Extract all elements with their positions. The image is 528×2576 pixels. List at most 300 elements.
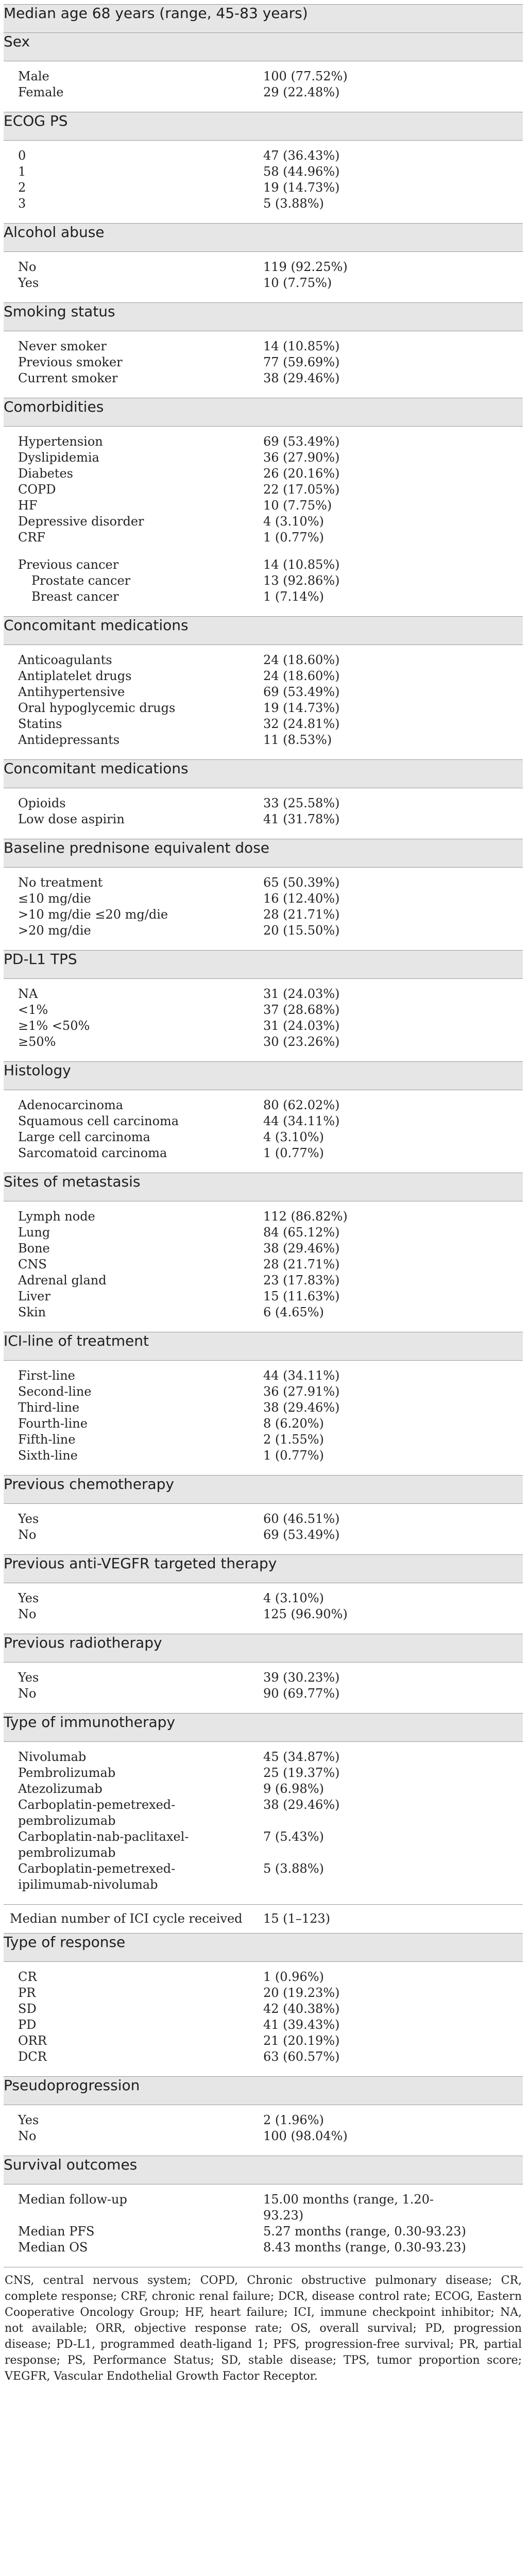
row-value: 13 (92.86%) — [263, 573, 340, 588]
row-label: ≥50% — [18, 1035, 56, 1049]
table-row — [4, 180, 523, 196]
row-value: 1 (7.14%) — [263, 589, 324, 604]
row-spacer — [4, 1504, 523, 1512]
row-value: 38 (29.46%) — [263, 1400, 340, 1415]
row-label: Third-line — [18, 1400, 80, 1415]
row-label: Yes — [18, 276, 39, 290]
row-spacer — [4, 827, 523, 839]
row-spacer — [4, 1543, 523, 1555]
row-label: Sixth-line — [18, 1448, 78, 1463]
row-label: No — [18, 260, 37, 274]
section-title: ECOG PS — [4, 112, 523, 141]
section-header-row — [4, 1062, 523, 1090]
row-label: CNS — [18, 1257, 47, 1272]
table-row — [4, 652, 523, 668]
row-spacer — [4, 1742, 523, 1750]
spacer-cell — [4, 1320, 523, 1332]
table-row — [4, 498, 523, 514]
row-spacer — [4, 252, 523, 260]
row-label: Oral hypoglycemic drugs — [18, 701, 176, 715]
row-value: 15 (1–123) — [263, 1905, 523, 1934]
table-row — [4, 1241, 523, 1257]
row-spacer — [4, 605, 523, 617]
row-label: CR — [18, 1970, 37, 1984]
row-label: 1 — [18, 164, 26, 179]
row-value: 36 (27.90%) — [263, 450, 340, 465]
section-header-row — [4, 33, 523, 61]
row-spacer — [4, 645, 523, 653]
row-label: Previous cancer — [18, 557, 119, 572]
section-header-row — [4, 112, 523, 141]
row-spacer — [4, 141, 523, 148]
row-value: 38 (29.46%) — [263, 1241, 340, 1256]
row-value: 125 (96.90%) — [263, 1607, 348, 1621]
table-row — [4, 1432, 523, 1448]
spacer-cell — [4, 141, 523, 148]
table-row — [4, 2017, 523, 2033]
row-value: 20 (19.23%) — [263, 1986, 340, 2000]
row-value: 2 (1.96%) — [263, 2113, 324, 2127]
row-spacer — [4, 291, 523, 303]
table-row — [4, 1969, 523, 1985]
row-value: 39 (30.23%) — [263, 1670, 340, 1685]
row-value: 38 (29.46%) — [263, 1798, 340, 1812]
row-label: Low dose aspirin — [18, 812, 125, 826]
patient-characteristics-table — [4, 4, 523, 2267]
table-row — [4, 1368, 523, 1384]
table-row — [4, 891, 523, 907]
row-spacer — [4, 546, 523, 557]
row-value: 41 (31.78%) — [263, 812, 340, 826]
row-label: Male — [18, 69, 49, 83]
section-title: Alcohol abuse — [4, 224, 523, 252]
spacer-cell — [4, 386, 523, 398]
table-row — [4, 557, 523, 573]
spacer-cell — [4, 788, 523, 796]
table-row — [4, 514, 523, 530]
row-value: 16 (12.40%) — [263, 891, 340, 906]
table-row — [4, 732, 523, 748]
table-row — [4, 907, 523, 923]
row-label: ≥1% <50% — [18, 1019, 90, 1033]
row-label: Antidepressants — [18, 733, 120, 747]
section-header-row — [4, 1173, 523, 1201]
row-label: Female — [18, 85, 64, 99]
row-value: 69 (53.49%) — [263, 685, 340, 699]
section-header-row — [4, 1714, 523, 1742]
table-row — [4, 1985, 523, 2001]
section-header-row — [4, 224, 523, 252]
section-title: Histology — [4, 1062, 523, 1090]
row-spacer — [4, 1361, 523, 1368]
section-title: Concomitant medications — [4, 760, 523, 788]
row-value: 10 (7.75%) — [263, 276, 332, 290]
row-spacer — [4, 1583, 523, 1591]
spacer-cell — [4, 2105, 523, 2113]
row-label: >10 mg/die ≤20 mg/die — [18, 907, 168, 922]
row-spacer — [4, 1161, 523, 1173]
row-label: No — [18, 2129, 37, 2143]
table-row — [4, 589, 523, 605]
spacer-cell — [4, 2256, 523, 2267]
section-title: Smoking status — [4, 303, 523, 331]
row-label: No — [18, 1528, 37, 1542]
row-spacer — [4, 2065, 523, 2077]
row-label: NA — [18, 987, 38, 1001]
table-row — [4, 573, 523, 589]
row-value: 9 (6.98%) — [263, 1782, 324, 1796]
section-title: Previous anti-VEGFR targeted therapy — [4, 1555, 523, 1583]
row-label: Diabetes — [18, 466, 73, 481]
median-age-header: Median age 68 years (range, 45-83 years) — [4, 5, 523, 33]
table-row — [4, 2001, 523, 2017]
row-value: 25 (19.37%) — [263, 1766, 340, 1780]
section-title: Pseudoprogression — [4, 2077, 523, 2105]
row-value: 19 (14.73%) — [263, 180, 340, 195]
row-value: 28 (21.71%) — [263, 907, 340, 922]
row-label: Carboplatin-pemetrexed-pembrolizumab — [18, 1798, 176, 1828]
row-label: Statins — [18, 717, 62, 731]
section-header-row — [4, 1634, 523, 1663]
spacer-cell — [4, 100, 523, 112]
row-label: Large cell carcinoma — [18, 1130, 150, 1144]
spacer-cell — [4, 1361, 523, 1368]
table-row — [4, 482, 523, 498]
row-label: Skin — [18, 1305, 46, 1319]
row-label: Yes — [18, 1591, 39, 1605]
row-value: 45 (34.87%) — [263, 1750, 340, 1764]
table-row — [4, 1129, 523, 1145]
row-value: 31 (24.03%) — [263, 987, 340, 1001]
spacer-cell — [4, 2144, 523, 2156]
spacer-cell — [4, 939, 523, 951]
table-row — [4, 2033, 523, 2049]
row-label: HF — [18, 498, 38, 513]
row-label: No — [18, 1607, 37, 1621]
row-label: Hypertension — [18, 434, 103, 449]
row-label: Lung — [18, 1225, 50, 1240]
row-label: First-line — [18, 1368, 75, 1383]
row-value: 1 (0.77%) — [263, 1448, 324, 1463]
row-label: No — [18, 1686, 37, 1701]
row-label: SD — [18, 2002, 37, 2016]
row-label: Antiplatelet drugs — [18, 669, 132, 683]
spacer-cell — [4, 605, 523, 617]
spacer-cell — [4, 291, 523, 303]
row-value: 11 (8.53%) — [263, 733, 332, 747]
table-row — [4, 1400, 523, 1416]
row-spacer — [4, 868, 523, 875]
row-label: Carboplatin-nab-paclitaxel- pembrolizumab — [18, 1829, 189, 1860]
row-value: 37 (28.68%) — [263, 1003, 340, 1017]
row-label: Median number of ICI cycle received — [4, 1905, 263, 1934]
row-spacer — [4, 1702, 523, 1714]
table-row — [4, 1113, 523, 1129]
row-label: Pembrolizumab — [18, 1766, 116, 1780]
table-row — [4, 1527, 523, 1543]
table-row — [4, 716, 523, 732]
row-spacer — [4, 1201, 523, 1209]
row-value: 42 (40.38%) — [263, 2002, 340, 2016]
row-label: 0 — [18, 148, 26, 163]
row-spacer — [4, 1962, 523, 1970]
row-spacer — [4, 1090, 523, 1098]
row-label: Bone — [18, 1241, 50, 1256]
spacer-cell — [4, 748, 523, 760]
row-value: 4 (3.10%) — [263, 514, 324, 529]
characteristics-table-container — [4, 4, 523, 2384]
row-value: 15.00 months (range, 1.20- 93.23) — [263, 2192, 434, 2223]
row-value: 4 (3.10%) — [263, 1591, 324, 1605]
table-row — [4, 1765, 523, 1781]
spacer-cell — [4, 645, 523, 653]
row-spacer — [4, 331, 523, 339]
table-row — [4, 2128, 523, 2144]
row-value: 24 (18.60%) — [263, 653, 340, 667]
row-spacer — [4, 1663, 523, 1670]
row-spacer — [4, 939, 523, 951]
row-label: Opioids — [18, 796, 66, 810]
spacer-cell — [4, 546, 523, 557]
spacer-cell — [4, 1742, 523, 1750]
row-label: Adrenal gland — [18, 1273, 107, 1287]
table-row — [4, 986, 523, 1002]
row-value: 31 (24.03%) — [263, 1019, 340, 1033]
table-row — [4, 1606, 523, 1622]
row-value: 33 (25.58%) — [263, 796, 340, 810]
spacer-cell — [4, 1702, 523, 1714]
spacer-cell — [4, 979, 523, 987]
section-header-row — [4, 951, 523, 979]
table-row — [4, 1018, 523, 1034]
row-label: Depressive disorder — [18, 514, 144, 529]
row-value: 14 (10.85%) — [263, 557, 340, 572]
row-value: 7 (5.43%) — [263, 1829, 324, 1844]
row-spacer — [4, 2105, 523, 2113]
row-value: 14 (10.85%) — [263, 339, 340, 353]
section-title: Baseline prednisone equivalent dose — [4, 839, 523, 868]
table-row — [4, 795, 523, 811]
section-title: Comorbidities — [4, 398, 523, 427]
table-row — [4, 1145, 523, 1161]
spacer-cell — [4, 868, 523, 875]
row-value: 10 (7.75%) — [263, 498, 332, 513]
row-value: 1 (0.96%) — [263, 1970, 324, 1984]
row-label: Atezolizumab — [18, 1782, 103, 1796]
row-value: 23 (17.83%) — [263, 1273, 340, 1287]
row-value: 58 (44.96%) — [263, 164, 340, 179]
spacer-cell — [4, 1201, 523, 1209]
row-value: 90 (69.77%) — [263, 1686, 340, 1701]
row-label: Yes — [18, 2113, 39, 2127]
spacer-cell — [4, 252, 523, 260]
row-spacer — [4, 212, 523, 224]
row-label: 2 — [18, 180, 26, 195]
table-row — [4, 1225, 523, 1241]
row-value: 65 (50.39%) — [263, 875, 340, 890]
table-row — [4, 923, 523, 939]
spacer-cell — [4, 1464, 523, 1476]
spacer-cell — [4, 827, 523, 839]
row-value: 84 (65.12%) — [263, 1225, 340, 1240]
section-title: Sites of metastasis — [4, 1173, 523, 1201]
row-value: 6 (4.65%) — [263, 1305, 324, 1319]
table-row — [4, 530, 523, 546]
row-label: Squamous cell carcinoma — [18, 1114, 179, 1128]
spacer-cell — [4, 1161, 523, 1173]
row-label: Dyslipidemia — [18, 450, 99, 465]
table-row — [4, 2192, 523, 2224]
spacer-cell — [4, 1504, 523, 1512]
row-label: Median PFS — [18, 2224, 95, 2239]
section-title: Previous chemotherapy — [4, 1476, 523, 1504]
row-spacer — [4, 1464, 523, 1476]
table-row — [4, 668, 523, 684]
section-header-row — [4, 1934, 523, 1962]
spacer-cell — [4, 212, 523, 224]
row-value: 8.43 months (range, 0.30-93.23) — [263, 2240, 466, 2255]
row-label: PD — [18, 2018, 37, 2032]
table-row — [4, 1416, 523, 1432]
row-label: DCR — [18, 2049, 47, 2064]
table-row — [4, 84, 523, 100]
row-value: 77 (59.69%) — [263, 355, 340, 369]
row-label: Second-line — [18, 1384, 92, 1399]
table-row — [4, 1002, 523, 1018]
table-row — [4, 370, 523, 386]
row-value: 100 (98.04%) — [263, 2129, 348, 2143]
table-row — [4, 196, 523, 212]
row-spacer — [4, 1320, 523, 1332]
table-row — [4, 1749, 523, 1765]
row-value: 5 (3.88%) — [263, 196, 324, 211]
spacer-cell — [4, 61, 523, 69]
spacer-cell — [4, 1050, 523, 1062]
table-row — [4, 2224, 523, 2240]
spacer-cell — [4, 1543, 523, 1555]
row-value: 32 (24.81%) — [263, 717, 340, 731]
row-value: 5 (3.88%) — [263, 1861, 324, 1876]
row-value: 36 (27.91%) — [263, 1384, 340, 1399]
row-value: 26 (20.16%) — [263, 466, 340, 481]
section-header-row — [4, 2077, 523, 2105]
section-title: Type of immunotherapy — [4, 1714, 523, 1742]
row-spacer — [4, 979, 523, 987]
row-value: 1 (0.77%) — [263, 530, 324, 545]
row-value: 2 (1.55%) — [263, 1432, 324, 1447]
row-label: Yes — [18, 1670, 39, 1685]
table-row — [4, 1686, 523, 1702]
row-spacer — [4, 427, 523, 434]
table-row — [4, 1304, 523, 1320]
row-value: 119 (92.25%) — [263, 260, 348, 274]
section-header-row — [4, 839, 523, 868]
section-title: Survival outcomes — [4, 2156, 523, 2184]
table-row — [4, 450, 523, 466]
row-label: Current smoker — [18, 371, 118, 385]
row-label: Yes — [18, 1512, 39, 1526]
section-title: Concomitant medications — [4, 617, 523, 645]
row-value: 19 (14.73%) — [263, 701, 340, 715]
row-label: No treatment — [18, 875, 103, 890]
table-row — [4, 1590, 523, 1606]
table-row — [4, 2049, 523, 2065]
row-label: Carboplatin-pemetrexed- ipilimumab-nivolumab — [18, 1861, 176, 1892]
table-row — [4, 1781, 523, 1797]
row-label: Anticoagulants — [18, 653, 112, 667]
spacer-cell — [4, 1622, 523, 1634]
row-spacer — [4, 100, 523, 112]
row-label: Sarcomatoid carcinoma — [18, 1146, 167, 1160]
table-row — [4, 148, 523, 164]
row-value: 69 (53.49%) — [263, 434, 340, 449]
row-value: 38 (29.46%) — [263, 371, 340, 385]
row-value: 24 (18.60%) — [263, 669, 340, 683]
row-spacer — [4, 2144, 523, 2156]
table-row — [4, 1384, 523, 1400]
spacer-cell — [4, 1893, 523, 1905]
row-label: Nivolumab — [18, 1750, 87, 1764]
row-value: 44 (34.11%) — [263, 1114, 340, 1128]
row-spacer — [4, 1893, 523, 1905]
row-label: Adenocarcinoma — [18, 1098, 124, 1112]
row-value: 100 (77.52%) — [263, 69, 348, 83]
section-title: PD-L1 TPS — [4, 951, 523, 979]
table-row — [4, 338, 523, 354]
table-row — [4, 275, 523, 291]
row-value: 63 (60.57%) — [263, 2049, 340, 2064]
table-header-row — [4, 5, 523, 33]
spacer-cell — [4, 2184, 523, 2192]
row-label: Breast cancer — [31, 589, 119, 604]
row-value: 30 (23.26%) — [263, 1035, 340, 1049]
section-title: ICI-line of treatment — [4, 1332, 523, 1361]
row-label: Lymph node — [18, 1209, 95, 1224]
section-header-row — [4, 617, 523, 645]
spacer-cell — [4, 427, 523, 434]
table-row — [4, 2240, 523, 2256]
table-row — [4, 700, 523, 716]
row-label: Liver — [18, 1289, 50, 1303]
row-spacer — [4, 2256, 523, 2267]
table-row — [4, 875, 523, 891]
row-spacer — [4, 386, 523, 398]
section-header-row — [4, 2156, 523, 2184]
row-label: COPD — [18, 482, 56, 497]
row-label: Never smoker — [18, 339, 107, 353]
table-row — [4, 1097, 523, 1113]
spacer-cell — [4, 1583, 523, 1591]
row-label: CRF — [18, 530, 46, 545]
row-label: ≤10 mg/die — [18, 891, 91, 906]
row-value: 5.27 months (range, 0.30-93.23) — [263, 2224, 466, 2239]
row-label: Antihypertensive — [18, 685, 125, 699]
table-row — [4, 69, 523, 84]
row-value: 47 (36.43%) — [263, 148, 340, 163]
row-spacer — [4, 2184, 523, 2192]
row-label: ORR — [18, 2033, 47, 2048]
row-value: 44 (34.11%) — [263, 1368, 340, 1383]
row-label: Previous smoker — [18, 355, 123, 369]
row-value: 15 (11.63%) — [263, 1289, 340, 1303]
table-row — [4, 354, 523, 370]
table-row — [4, 1273, 523, 1289]
table-row — [4, 1289, 523, 1304]
table-row — [4, 684, 523, 700]
section-header-row — [4, 1555, 523, 1583]
section-header-row — [4, 398, 523, 427]
table-row — [4, 1209, 523, 1225]
